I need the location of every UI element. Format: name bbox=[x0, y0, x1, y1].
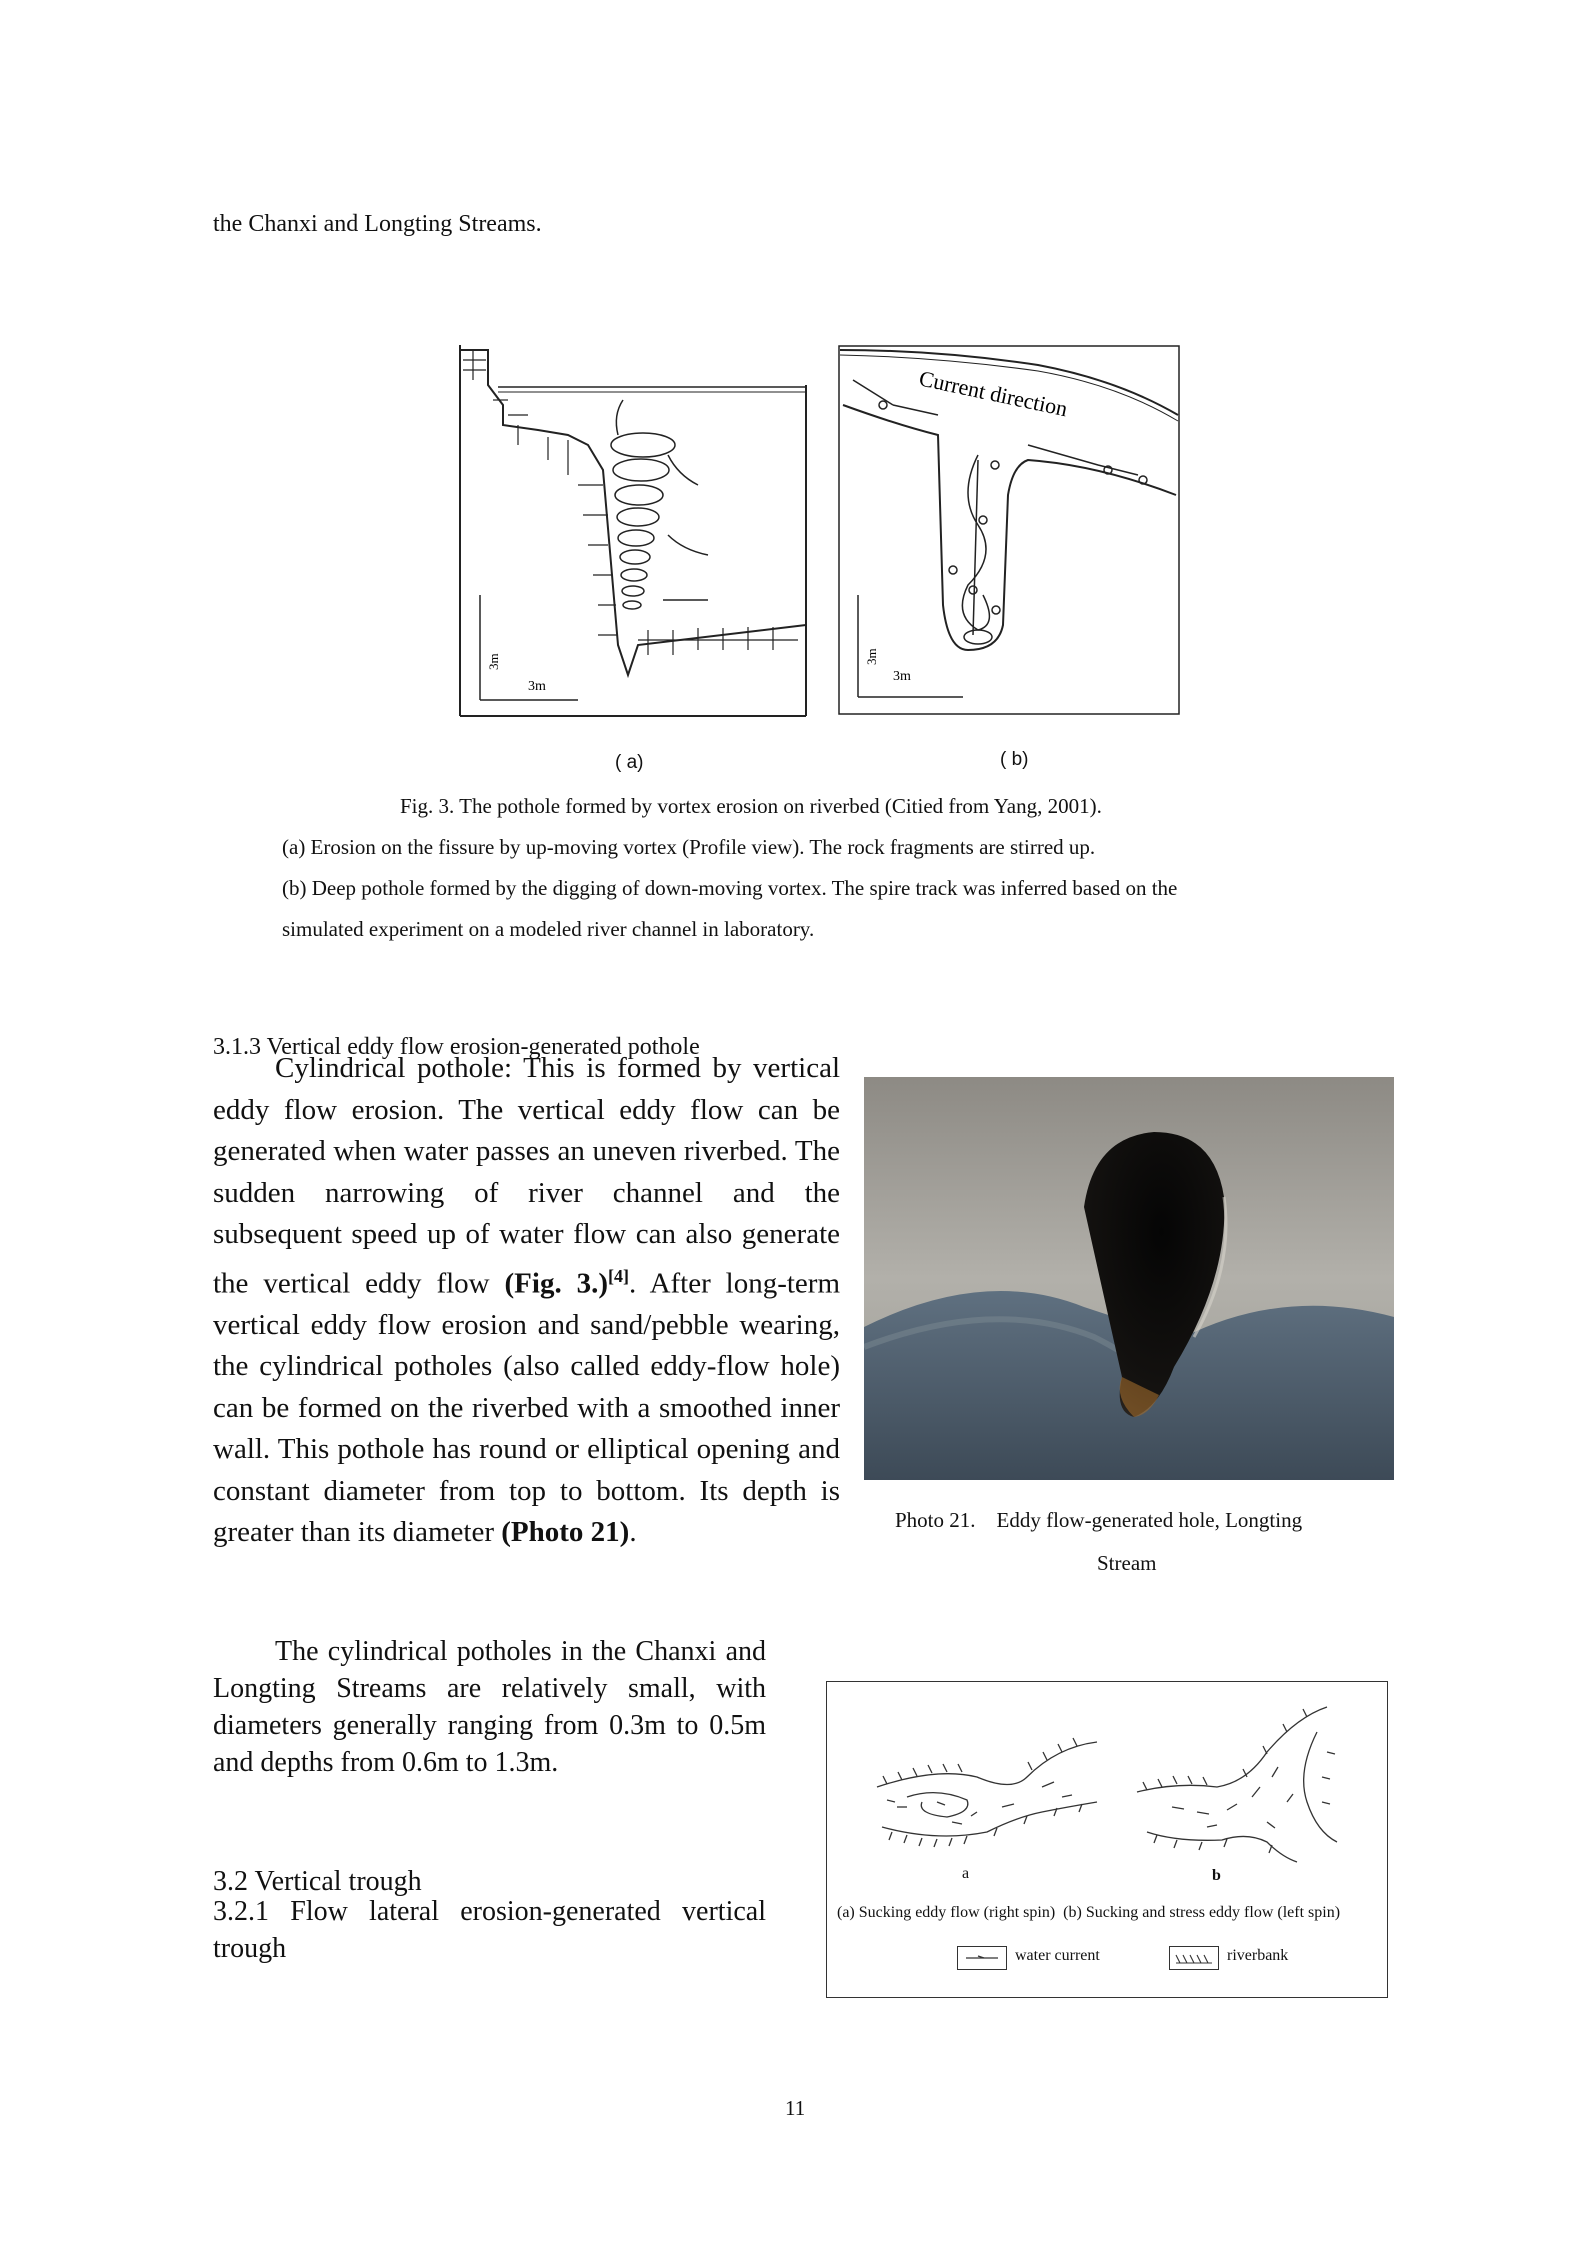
para1-end: . bbox=[629, 1516, 637, 1549]
para1-text-b: . After long-term vertical eddy flow erosion and sand/pebble wearing, the cylindrical potholes (also called eddy-flow hole) can be formed on the riverbed with a smoothed inner wall. This pothole has round or elliptical opening and constant diameter from top to bottom. Its depth is greater than its diameter bbox=[213, 1267, 841, 1549]
section-313-heading: 3.1.3 Vertical eddy flow erosion-generated pothole bbox=[213, 1034, 700, 1060]
continuation-text: the Chanxi and Longting Streams. bbox=[213, 211, 542, 237]
panel-a-label: ( a) bbox=[615, 752, 644, 773]
figure3-panel-b bbox=[838, 345, 1180, 715]
figure3-caption-line2: (a) Erosion on the fissure by up-moving vortex (Profile view). The rock fragments are stirred up. bbox=[282, 835, 1096, 859]
para1-text-a: Cylindrical pothole: This is formed by vertical eddy flow erosion. The vertical eddy flow can be generated when water passes an uneven riverbed. The sudden narrowing of river channel and the subsequent speed up of water flow can also generate the vertical eddy flow bbox=[213, 1052, 840, 1300]
panel-b-label: ( b) bbox=[1000, 749, 1029, 770]
photo21-reference: (Photo 21) bbox=[501, 1516, 630, 1549]
photo21-caption-line2: Stream bbox=[1097, 1551, 1157, 1575]
section-32-heading: 3.2 Vertical trough bbox=[213, 1866, 422, 1897]
figure3-caption bbox=[282, 786, 1352, 950]
photo21-caption-line1 bbox=[895, 1506, 1302, 1534]
figure3-caption-line1: Fig. 3. The pothole formed by vortex erosion on riverbed (Citied from Yang, 2001). bbox=[400, 794, 1102, 818]
legend-bank-swatch bbox=[1169, 1946, 1219, 1970]
section-321-heading: 3.2.1 Flow lateral erosion-generated vertical trough bbox=[213, 1896, 766, 1964]
eddy-flow-figure bbox=[826, 1681, 1388, 1998]
paragraph-cylindrical-pothole bbox=[213, 1048, 840, 1554]
figure3-caption-line3: (b) Deep pothole formed by the digging of down-moving vortex. The spire track was inferred based on the bbox=[282, 876, 1178, 900]
panel-a-scale-vertical: 3m bbox=[486, 653, 501, 670]
section-321-heading-block bbox=[213, 1893, 766, 1967]
eddy-label-a: a bbox=[962, 1865, 970, 1882]
paragraph-chanxi-potholes bbox=[213, 1633, 766, 1781]
citation-4: [4] bbox=[608, 1265, 630, 1286]
eddy-figure-caption: (a) Sucking eddy flow (right spin) (b) Sucking and stress eddy flow (left spin) bbox=[837, 1904, 1341, 1921]
photo21-eddy-hole bbox=[864, 1077, 1394, 1480]
para2-text: The cylindrical potholes in the Chanxi and Longting Streams are relatively small, with diameters generally ranging from 0.3m to 0.5m and depths from 0.6m to 1.3m. bbox=[213, 1636, 766, 1778]
eddy-label-b: b bbox=[1212, 1867, 1221, 1884]
figure3-caption-line4: simulated experiment on a modeled river channel in laboratory. bbox=[282, 917, 815, 941]
panel-b-scale-vertical: 3m bbox=[864, 648, 879, 665]
legend-water-swatch bbox=[957, 1946, 1007, 1970]
legend-bank-label: riverbank bbox=[1227, 1947, 1289, 1964]
panel-b-scale-horizontal: 3m bbox=[893, 669, 911, 684]
fig3-reference: (Fig. 3.) bbox=[504, 1267, 609, 1300]
legend-water-label: water current bbox=[1015, 1947, 1100, 1964]
figure3-panel-a bbox=[458, 345, 808, 718]
page-number: 11 bbox=[785, 2096, 806, 2120]
photo21-caption-text: Photo 21. Eddy flow-generated hole, Longting bbox=[895, 1508, 1303, 1532]
panel-a-scale-horizontal: 3m bbox=[528, 679, 546, 694]
current-direction-label: Current direction bbox=[916, 365, 1070, 422]
